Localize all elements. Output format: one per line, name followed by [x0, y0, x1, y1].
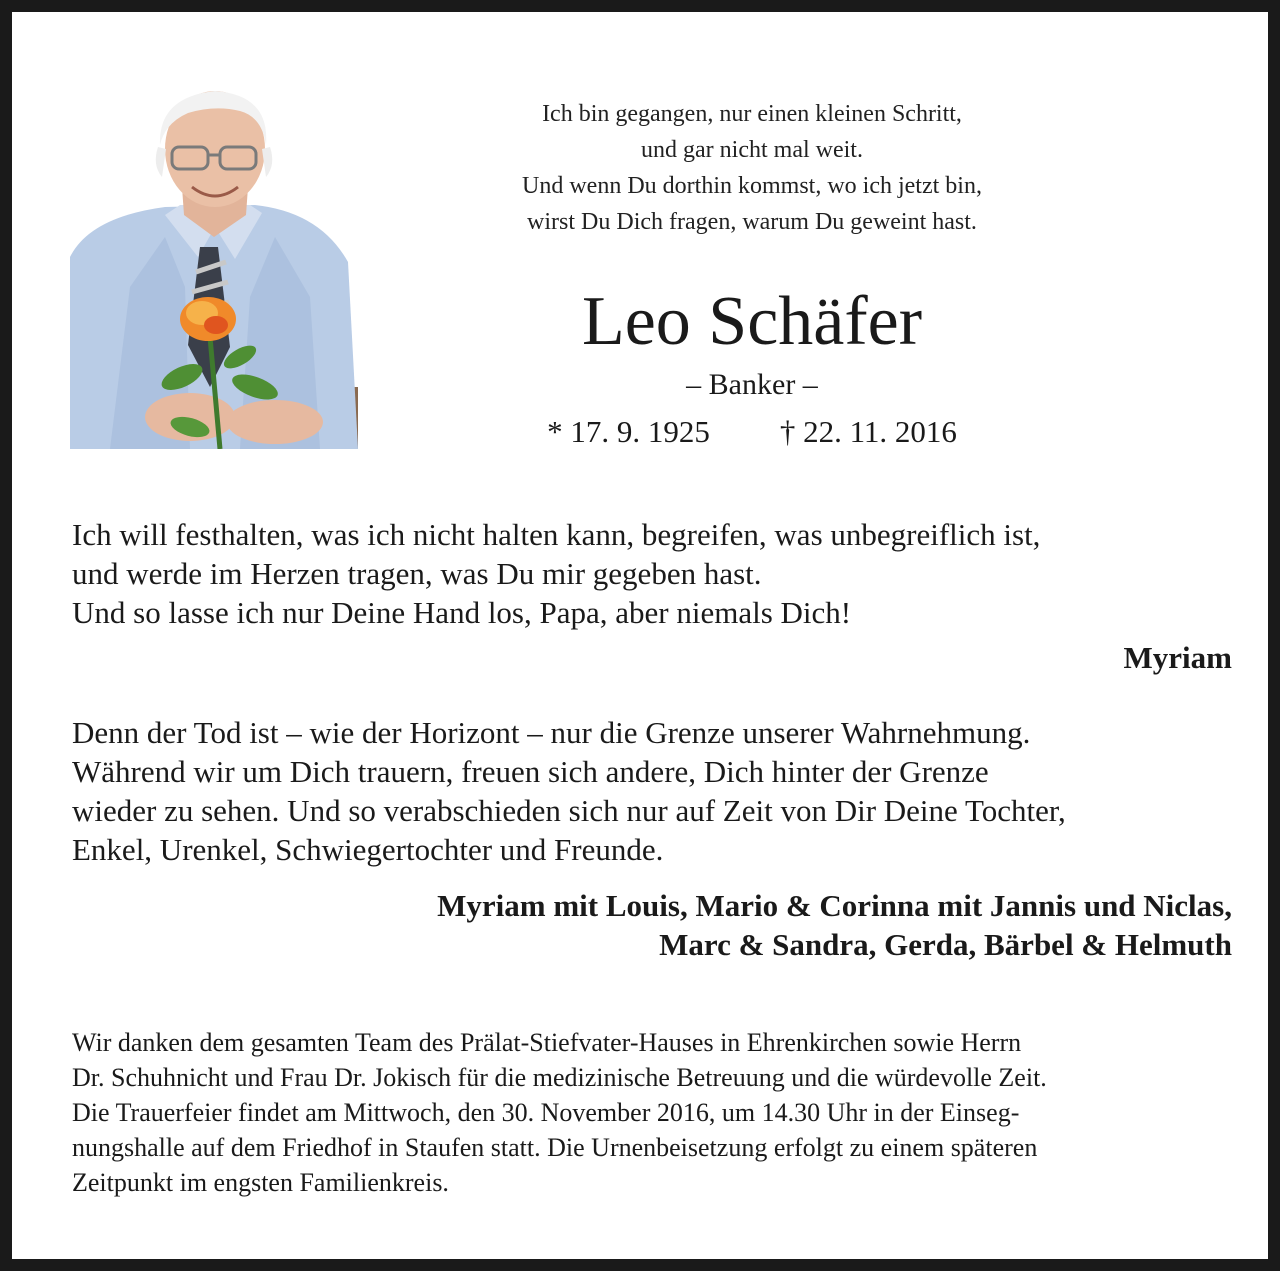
message-line: Und so lasse ich nur Deine Hand los, Papa, aber niemals Dich! — [72, 595, 852, 630]
birth-date: * 17. 9. 1925 — [547, 414, 710, 449]
message-family — [72, 713, 1232, 869]
message-myriam — [72, 515, 1232, 632]
opening-poem — [412, 96, 1092, 240]
poem-line: Ich bin gegangen, nur einen kleinen Schritt, — [542, 101, 962, 127]
message-line: Während wir um Dich trauern, freuen sich andere, Dich hinter der Grenze — [72, 754, 989, 789]
portrait-photo — [70, 87, 358, 449]
thanks-line: Dr. Schuhnicht und Frau Dr. Jokisch für die medizinische Betreuung und die würdevolle Zeit. — [72, 1063, 1047, 1092]
thanks-line: Die Trauerfeier findet am Mittwoch, den 30. November 2016, um 14.30 Uhr in der Einseg- — [72, 1098, 1020, 1127]
message-line: Ich will festhalten, was ich nicht halten kann, begreifen, was unbegreiflich ist, — [72, 517, 1041, 552]
signature-line: Marc & Sandra, Gerda, Bärbel & Helmuth — [659, 927, 1232, 962]
signature-family — [72, 886, 1232, 964]
thanks-line: Zeitpunkt im engsten Familienkreis. — [72, 1168, 449, 1197]
thanks-line: Wir danken dem gesamten Team des Prälat-Stiefvater-Hauses in Ehrenkirchen sowie Herrn — [72, 1028, 1022, 1057]
message-line: wieder zu sehen. Und so verabschieden sich nur auf Zeit von Dir Deine Tochter, — [72, 793, 1066, 828]
thanks-and-service-info — [72, 1025, 1232, 1200]
poem-line: und gar nicht mal weit. — [641, 137, 863, 163]
thanks-line: nungshalle auf dem Friedhof in Staufen statt. Die Urnenbeisetzung erfolgt zu einem späteren — [72, 1133, 1038, 1162]
message-line: Denn der Tod ist – wie der Horizont – nur die Grenze unserer Wahrnehmung. — [72, 715, 1031, 750]
signature-myriam: Myriam — [1123, 640, 1232, 675]
message-line: Enkel, Urenkel, Schwiegertochter und Freunde. — [72, 832, 664, 867]
life-dates — [412, 412, 1092, 452]
death-date: † 22. 11. 2016 — [779, 414, 957, 449]
signature-line: Myriam mit Louis, Mario & Corinna mit Jannis und Niclas, — [437, 888, 1232, 923]
poem-line: Und wenn Du dorthin kommst, wo ich jetzt bin, — [522, 173, 982, 199]
deceased-profession: – Banker – — [686, 368, 818, 401]
deceased-name: Leo Schäfer — [581, 283, 923, 360]
poem-line: wirst Du Dich fragen, warum Du geweint hast. — [527, 209, 977, 235]
message-line: und werde im Herzen tragen, was Du mir gegeben hast. — [72, 556, 762, 591]
